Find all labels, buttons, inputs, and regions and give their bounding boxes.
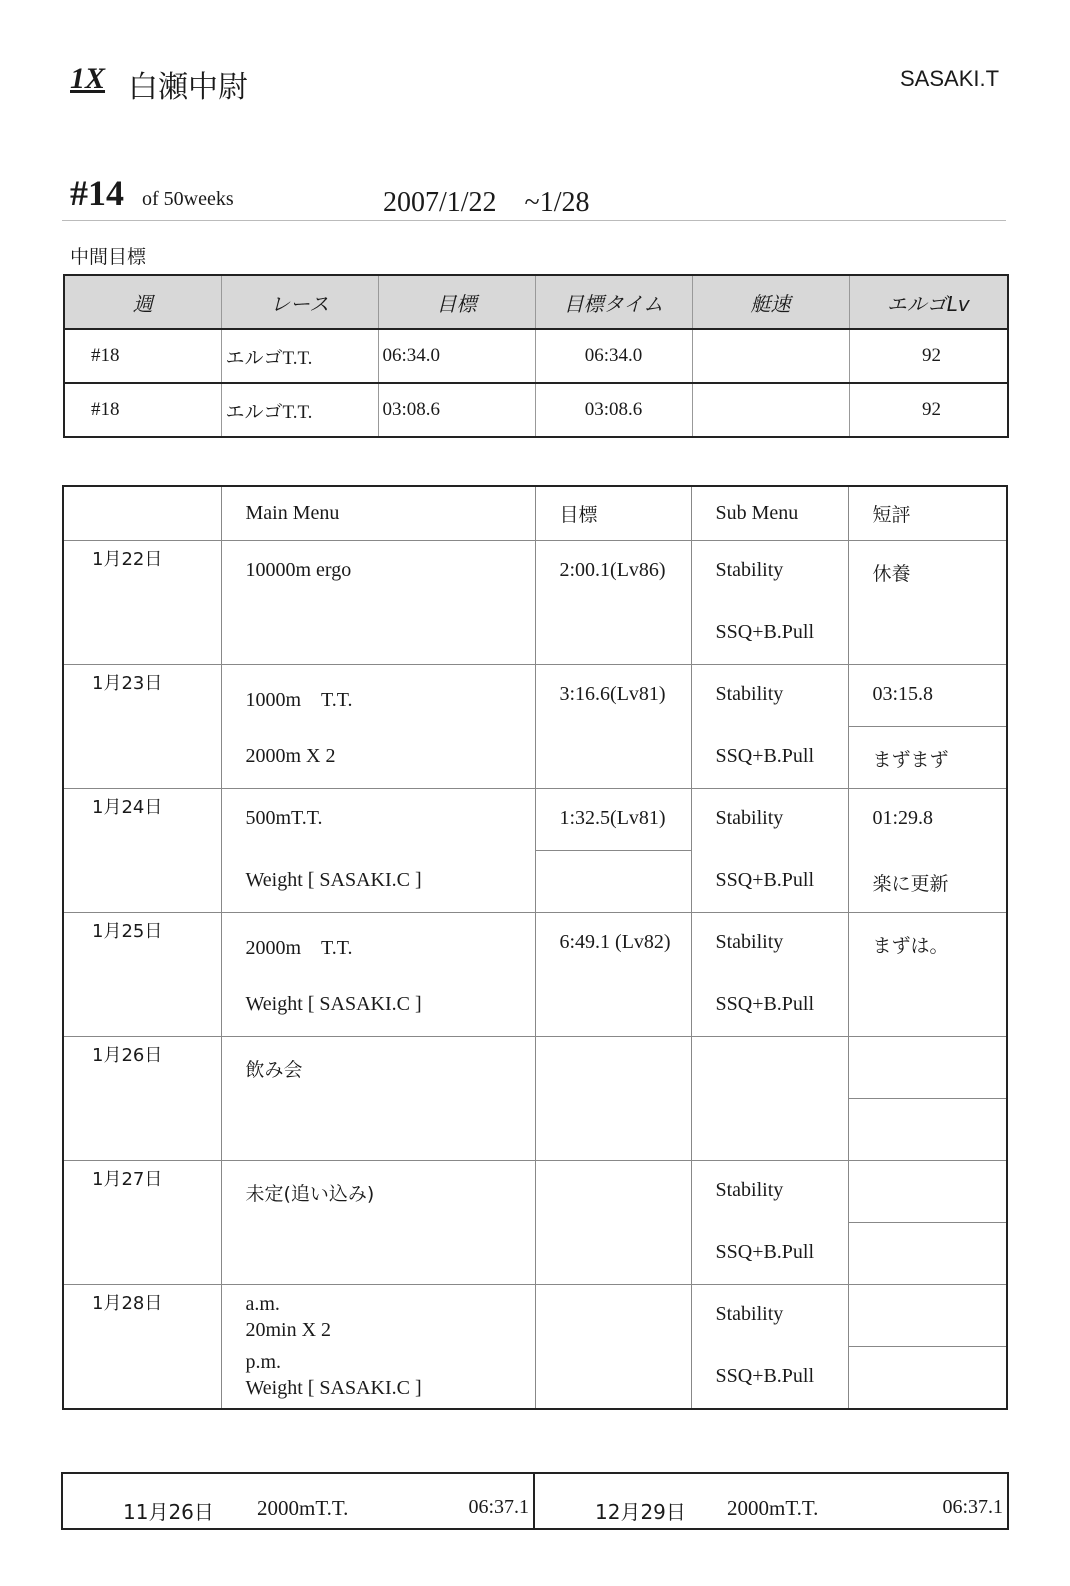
table-row [63, 665, 1007, 727]
table-row [64, 329, 1008, 383]
table-row [64, 383, 1008, 437]
main-menu: 2000m X 2 [221, 727, 535, 789]
goal-header-race: レース [221, 275, 378, 329]
week-total: of 50weeks [142, 188, 234, 210]
comment [848, 1285, 1007, 1347]
comment: 休養 [848, 541, 1007, 665]
main-menu: 1000m T.T. [221, 665, 535, 727]
goal-race: エルゴT.T. [221, 383, 378, 437]
goal-target-time: 06:34.0 [535, 329, 692, 383]
goal-header-target-time: 目標タイム [535, 275, 692, 329]
goal-header-ergo-lv: エルゴLv [849, 275, 1008, 329]
comment [848, 1223, 1007, 1285]
sub-menu: SSQ+B.Pull [691, 603, 848, 665]
comment: 楽に更新 [848, 851, 1007, 913]
sub-menu: Stability [691, 665, 848, 727]
summary-time: 06:37.1 [468, 1496, 529, 1518]
target-value: 6:49.1 (Lv82) [535, 913, 691, 1037]
comment: まずまず [848, 727, 1007, 789]
goal-ergo-lv: 92 [849, 329, 1008, 383]
target-value: 2:00.1(Lv86) [535, 541, 691, 665]
sub-menu: Stability [691, 789, 848, 851]
main-menu: 2000m T.T. [221, 913, 535, 975]
plan-header-target: 目標 [535, 486, 691, 541]
comment: 03:15.8 [848, 665, 1007, 727]
goal-week: #18 [64, 329, 221, 383]
sub-menu: SSQ+B.Pull [691, 1223, 848, 1285]
sub-menu: SSQ+B.Pull [691, 975, 848, 1037]
comment [848, 1347, 1007, 1409]
goal-table [63, 274, 1009, 438]
target-value: 3:16.6(Lv81) [535, 665, 691, 789]
main-menu: 500mT.T. [221, 789, 535, 851]
goal-header-row [64, 275, 1008, 329]
table-row [63, 1037, 1007, 1099]
day-date: 1月26日 [63, 1037, 221, 1161]
comment [848, 1037, 1007, 1099]
pm-menu: Weight [ SASAKI.C ] [245, 1377, 422, 1399]
table-row [63, 1285, 1007, 1347]
comment: 01:29.8 [848, 789, 1007, 851]
goal-header-target: 目標 [378, 275, 535, 329]
plan-header-comment: 短評 [848, 486, 1007, 541]
plan-header-row [63, 486, 1007, 541]
summary-left [61, 1472, 535, 1530]
day-date: 1月24日 [63, 789, 221, 913]
athlete-name: 白瀬中尉 [128, 70, 248, 105]
goal-ergo-lv: 92 [849, 383, 1008, 437]
main-menu: Weight [ SASAKI.C ] [221, 851, 535, 913]
sub-menu: Stability [691, 1285, 848, 1347]
sub-menu: SSQ+B.Pull [691, 851, 848, 913]
sub-menu: Stability [691, 541, 848, 603]
day-date: 1月27日 [63, 1161, 221, 1285]
summary-right [533, 1472, 1009, 1530]
target-value: 1:32.5(Lv81) [535, 789, 691, 851]
day-date: 1月25日 [63, 913, 221, 1037]
goal-header-week: 週 [64, 275, 221, 329]
summary-date: 12月29日 [595, 1500, 686, 1524]
goal-header-speed: 艇速 [692, 275, 849, 329]
target-value [535, 1161, 691, 1285]
table-row [63, 1161, 1007, 1223]
sub-menu [691, 1037, 848, 1161]
sub-menu: SSQ+B.Pull [691, 727, 848, 789]
table-row [63, 541, 1007, 603]
target-value [535, 851, 691, 913]
week-number: #14 [70, 173, 124, 213]
summary-date: 11月26日 [123, 1500, 214, 1524]
target-value [535, 1037, 691, 1161]
comment [848, 1099, 1007, 1161]
goal-target: 06:34.0 [378, 329, 535, 383]
plan-header-day [63, 486, 221, 541]
summary-menu: 2000mT.T. [727, 1496, 819, 1520]
plan-header-sub: Sub Menu [691, 486, 848, 541]
summary-time: 06:37.1 [942, 1496, 1003, 1518]
date-range: 2007/1/22 ~1/28 [383, 187, 590, 218]
comment: まずは。 [848, 913, 1007, 1037]
table-row [63, 789, 1007, 851]
sub-menu: Stability [691, 1161, 848, 1223]
goal-target: 03:08.6 [378, 383, 535, 437]
am-menu: 20min X 2 [245, 1319, 332, 1341]
plan-header-main: Main Menu [221, 486, 535, 541]
target-value [535, 1285, 691, 1409]
sub-menu: Stability [691, 913, 848, 975]
boat-class: 1X [70, 62, 106, 95]
comment [848, 1161, 1007, 1223]
goal-target-time: 03:08.6 [535, 383, 692, 437]
goal-speed [692, 329, 849, 383]
goal-section-label: 中間目標 [70, 246, 147, 268]
weekly-plan-table [62, 485, 1008, 1410]
main-menu-split [221, 1285, 535, 1409]
day-date: 1月28日 [63, 1285, 221, 1409]
goal-week: #18 [91, 399, 120, 420]
goal-race: エルゴT.T. [221, 329, 378, 383]
am-label: a.m. [245, 1293, 280, 1315]
main-menu: 未定(追い込み) [221, 1161, 535, 1285]
day-date: 1月23日 [63, 665, 221, 789]
day-date: 1月22日 [63, 541, 221, 665]
header-divider [62, 220, 1006, 221]
coach-name: SASAKI.T [900, 66, 1000, 91]
table-row [63, 913, 1007, 975]
summary-menu: 2000mT.T. [257, 1496, 349, 1520]
main-menu: Weight [ SASAKI.C ] [221, 975, 535, 1037]
main-menu: 飲み会 [221, 1037, 535, 1161]
goal-speed [692, 383, 849, 437]
main-menu: 10000m ergo [221, 541, 535, 665]
pm-label: p.m. [245, 1351, 282, 1373]
sub-menu: SSQ+B.Pull [691, 1347, 848, 1409]
